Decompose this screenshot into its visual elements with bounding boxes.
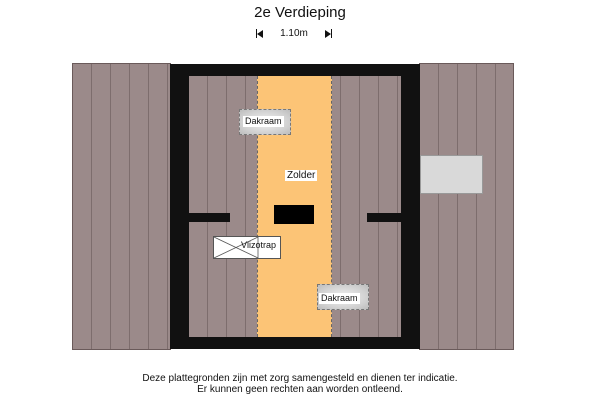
disclaimer bbox=[0, 373, 600, 395]
dakraam-bottom-label: Dakraam bbox=[321, 293, 358, 303]
dimension-label: 1.10m bbox=[280, 28, 308, 39]
vlizotrap-label: Vlizotrap bbox=[241, 240, 277, 250]
roof-right bbox=[420, 64, 513, 349]
dakraam-top-label: Dakraam bbox=[245, 116, 282, 126]
dimension-indicator bbox=[256, 27, 332, 41]
side-extension bbox=[420, 155, 483, 194]
disclaimer-line-1: Deze plattegronden zijn met zorg samengesteld en dienen ter indicatie. bbox=[142, 373, 458, 384]
roof-left bbox=[73, 64, 170, 349]
interior-wall-right bbox=[367, 213, 401, 222]
interior-wall-left bbox=[189, 213, 230, 222]
disclaimer-line-2: Er kunnen geen rechten aan worden ontleend. bbox=[197, 384, 403, 395]
page-title: 2e Verdieping bbox=[254, 4, 346, 21]
chimney bbox=[274, 205, 314, 224]
zolder-label: Zolder bbox=[287, 170, 316, 181]
dimension-right-bar bbox=[331, 29, 332, 38]
dimension-left-arrow-icon bbox=[257, 30, 263, 38]
